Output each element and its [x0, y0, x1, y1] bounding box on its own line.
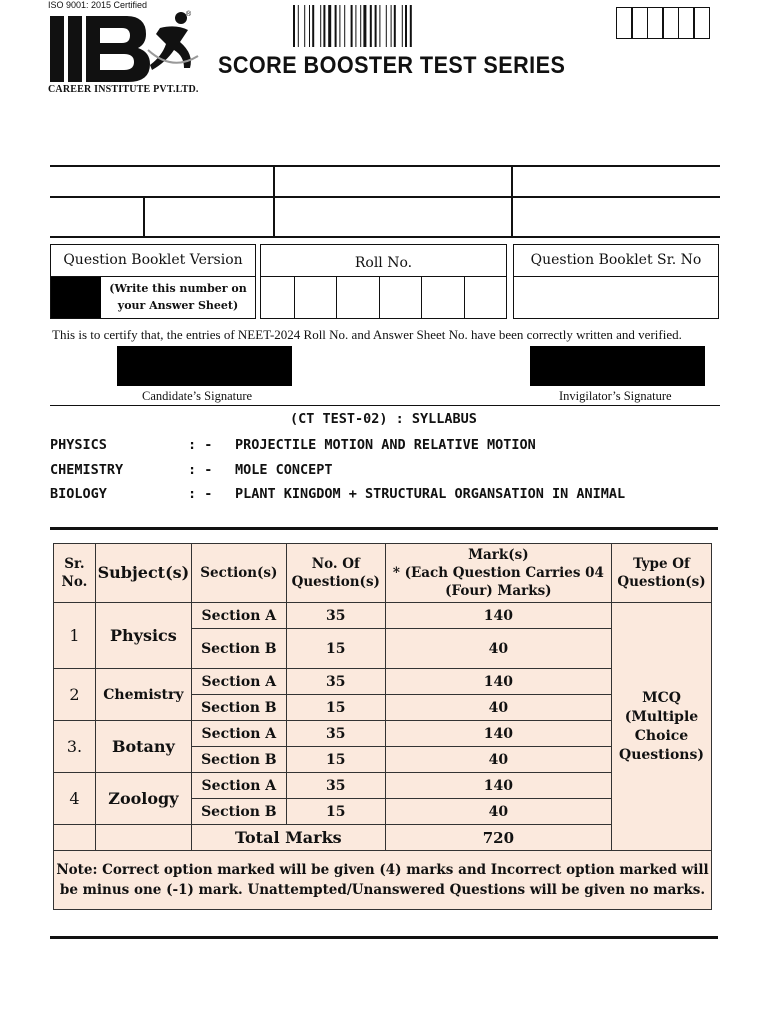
syllabus-subject: BIOLOGY	[50, 486, 107, 502]
cell-questions: 35	[286, 773, 385, 799]
cell-section: Section B	[191, 629, 286, 669]
barcode-bar	[355, 5, 356, 47]
syllabus-separator: : -	[188, 462, 213, 478]
header-marks: Mark(s) * (Each Question Carries 04 (Four) Marks)	[385, 544, 611, 603]
divider	[50, 936, 718, 939]
syllabus-topic: MOLE CONCEPT	[235, 462, 333, 478]
cell-question-type: MCQ (Multiple Choice Questions)	[612, 603, 712, 851]
cell-marks: 140	[385, 603, 611, 629]
barcode-bar	[298, 5, 299, 47]
booklet-version-box	[50, 244, 256, 319]
table-header-row	[54, 544, 712, 603]
cell-marks: 140	[385, 721, 611, 747]
cell-sr: 3.	[54, 721, 96, 773]
barcode-bar	[335, 5, 337, 47]
barcode-bar	[328, 5, 331, 47]
roll-digit-cell[interactable]	[422, 277, 464, 319]
cell-questions: 15	[286, 695, 385, 721]
institute-name: CAREER INSTITUTE PVT.LTD.	[48, 84, 199, 95]
cell-section: Section B	[191, 747, 286, 773]
barcode-bar	[360, 5, 361, 47]
syllabus-heading: (CT TEST-02) : SYLLABUS	[290, 411, 477, 427]
code-box[interactable]	[647, 7, 664, 39]
page-title: SCORE BOOSTER TEST SERIES	[218, 52, 566, 79]
barcode-bar	[323, 5, 325, 47]
cell-sr: 2	[54, 669, 96, 721]
cell-section: Section A	[191, 603, 286, 629]
iso-certification: ISO 9001: 2015 Certified	[48, 0, 148, 10]
cell-marks: 140	[385, 773, 611, 799]
barcode-bar	[320, 5, 321, 47]
total-value: 720	[385, 825, 611, 851]
divider	[50, 405, 720, 406]
barcode-bar	[391, 5, 392, 47]
barcode-bar	[339, 5, 340, 47]
header-subject: Subject(s)	[95, 544, 191, 603]
booklet-serial-label: Question Booklet Sr. No	[514, 245, 718, 277]
syllabus-topic: PROJECTILE MOTION AND RELATIVE MOTION	[235, 437, 536, 453]
cell-questions: 35	[286, 603, 385, 629]
booklet-serial-field[interactable]	[514, 277, 718, 319]
table-row	[54, 603, 712, 629]
divider	[511, 165, 513, 237]
cell-subject: Botany	[95, 721, 191, 773]
barcode-bar	[293, 5, 295, 47]
booklet-version-label: Question Booklet Version	[51, 245, 255, 277]
barcode-bar	[375, 5, 377, 47]
syllabus-separator: : -	[188, 437, 213, 453]
note-line1: Note: Correct option marked will be given (4) marks and Incorrect option marked will	[56, 862, 709, 878]
barcode-bar	[394, 5, 396, 47]
header-question-count: No. Of Question(s)	[286, 544, 385, 603]
barcode-bar	[402, 5, 403, 47]
cell-section: Section A	[191, 773, 286, 799]
code-boxes	[617, 7, 710, 39]
barcode-bar	[405, 5, 407, 47]
barcode-bar	[351, 5, 353, 47]
barcode-bar	[312, 5, 314, 47]
barcode-bar	[363, 5, 366, 47]
roll-digit-cell[interactable]	[261, 277, 295, 319]
cell-subject: Zoology	[95, 773, 191, 825]
marks-table	[53, 543, 712, 851]
cell-empty	[95, 825, 191, 851]
code-box[interactable]	[616, 7, 633, 39]
invigilator-signature-redacted	[530, 346, 705, 386]
roll-number-label: Roll No.	[261, 245, 506, 277]
cell-marks: 40	[385, 747, 611, 773]
institute-logo	[48, 10, 203, 84]
cell-subject: Chemistry	[95, 669, 191, 721]
roll-digit-cell[interactable]	[465, 277, 506, 319]
cell-marks: 140	[385, 669, 611, 695]
divider	[50, 527, 718, 530]
divider	[50, 196, 720, 198]
cell-section: Section B	[191, 799, 286, 825]
divider	[273, 165, 275, 237]
cell-questions: 15	[286, 799, 385, 825]
barcode-bar	[304, 5, 305, 47]
total-label: Total Marks	[191, 825, 385, 851]
header-question-type: Type Of Question(s)	[612, 544, 712, 603]
cell-sr: 4	[54, 773, 96, 825]
barcode-bar	[344, 5, 345, 47]
cell-subject: Physics	[95, 603, 191, 669]
note-line2: be minus one (-1) mark. Unattempted/Unanswered Questions will be given no marks.	[59, 882, 706, 898]
barcode-bar	[410, 5, 412, 47]
cell-questions: 35	[286, 721, 385, 747]
divider	[143, 196, 145, 236]
version-note-line1: (Write this number on	[109, 282, 247, 295]
code-box[interactable]	[662, 7, 679, 39]
barcode-bar	[379, 5, 380, 47]
registered-mark: ®	[186, 11, 192, 18]
version-note-line2: your Answer Sheet)	[117, 299, 239, 312]
barcode-bar	[309, 5, 310, 47]
barcode-bar	[370, 5, 372, 47]
cell-questions: 35	[286, 669, 385, 695]
cell-questions: 15	[286, 629, 385, 669]
roll-digit-cell[interactable]	[380, 277, 422, 319]
roll-number-box	[260, 244, 507, 319]
candidate-signature-redacted	[117, 346, 292, 386]
barcode	[293, 5, 478, 47]
header-section: Section(s)	[191, 544, 286, 603]
syllabus-subject: CHEMISTRY	[50, 462, 124, 478]
roll-digit-cell[interactable]	[295, 277, 337, 319]
certification-text: This is to certify that, the entries of NEET-2024 Roll No. and Answer Sheet No. have been correctly written and verified.	[52, 327, 682, 342]
code-box[interactable]	[678, 7, 695, 39]
divider	[50, 165, 720, 167]
syllabus-subject: PHYSICS	[50, 437, 107, 453]
cell-sr: 1	[54, 603, 96, 669]
divider	[50, 236, 720, 238]
cell-section: Section A	[191, 721, 286, 747]
roll-digit-cell[interactable]	[337, 277, 379, 319]
header-sr: Sr. No.	[54, 544, 96, 603]
cell-questions: 15	[286, 747, 385, 773]
code-box[interactable]	[693, 7, 710, 39]
cell-marks: 40	[385, 629, 611, 669]
candidate-signature-label: Candidate’s Signature	[142, 389, 253, 403]
cell-section: Section B	[191, 695, 286, 721]
cell-marks: 40	[385, 799, 611, 825]
code-box[interactable]	[631, 7, 648, 39]
cell-marks: 40	[385, 695, 611, 721]
cell-empty	[54, 825, 96, 851]
barcode-bar	[386, 5, 387, 47]
syllabus-separator: : -	[188, 486, 213, 502]
cell-section: Section A	[191, 669, 286, 695]
syllabus-topic: PLANT KINGDOM + STRUCTURAL ORGANSATION IN ANIMAL	[235, 486, 626, 502]
marking-note	[53, 851, 712, 910]
invigilator-signature-label: Invigilator’s Signature	[559, 389, 672, 403]
roll-number-cells	[261, 277, 506, 319]
redacted-version-number	[51, 277, 101, 318]
booklet-serial-box	[513, 244, 719, 319]
